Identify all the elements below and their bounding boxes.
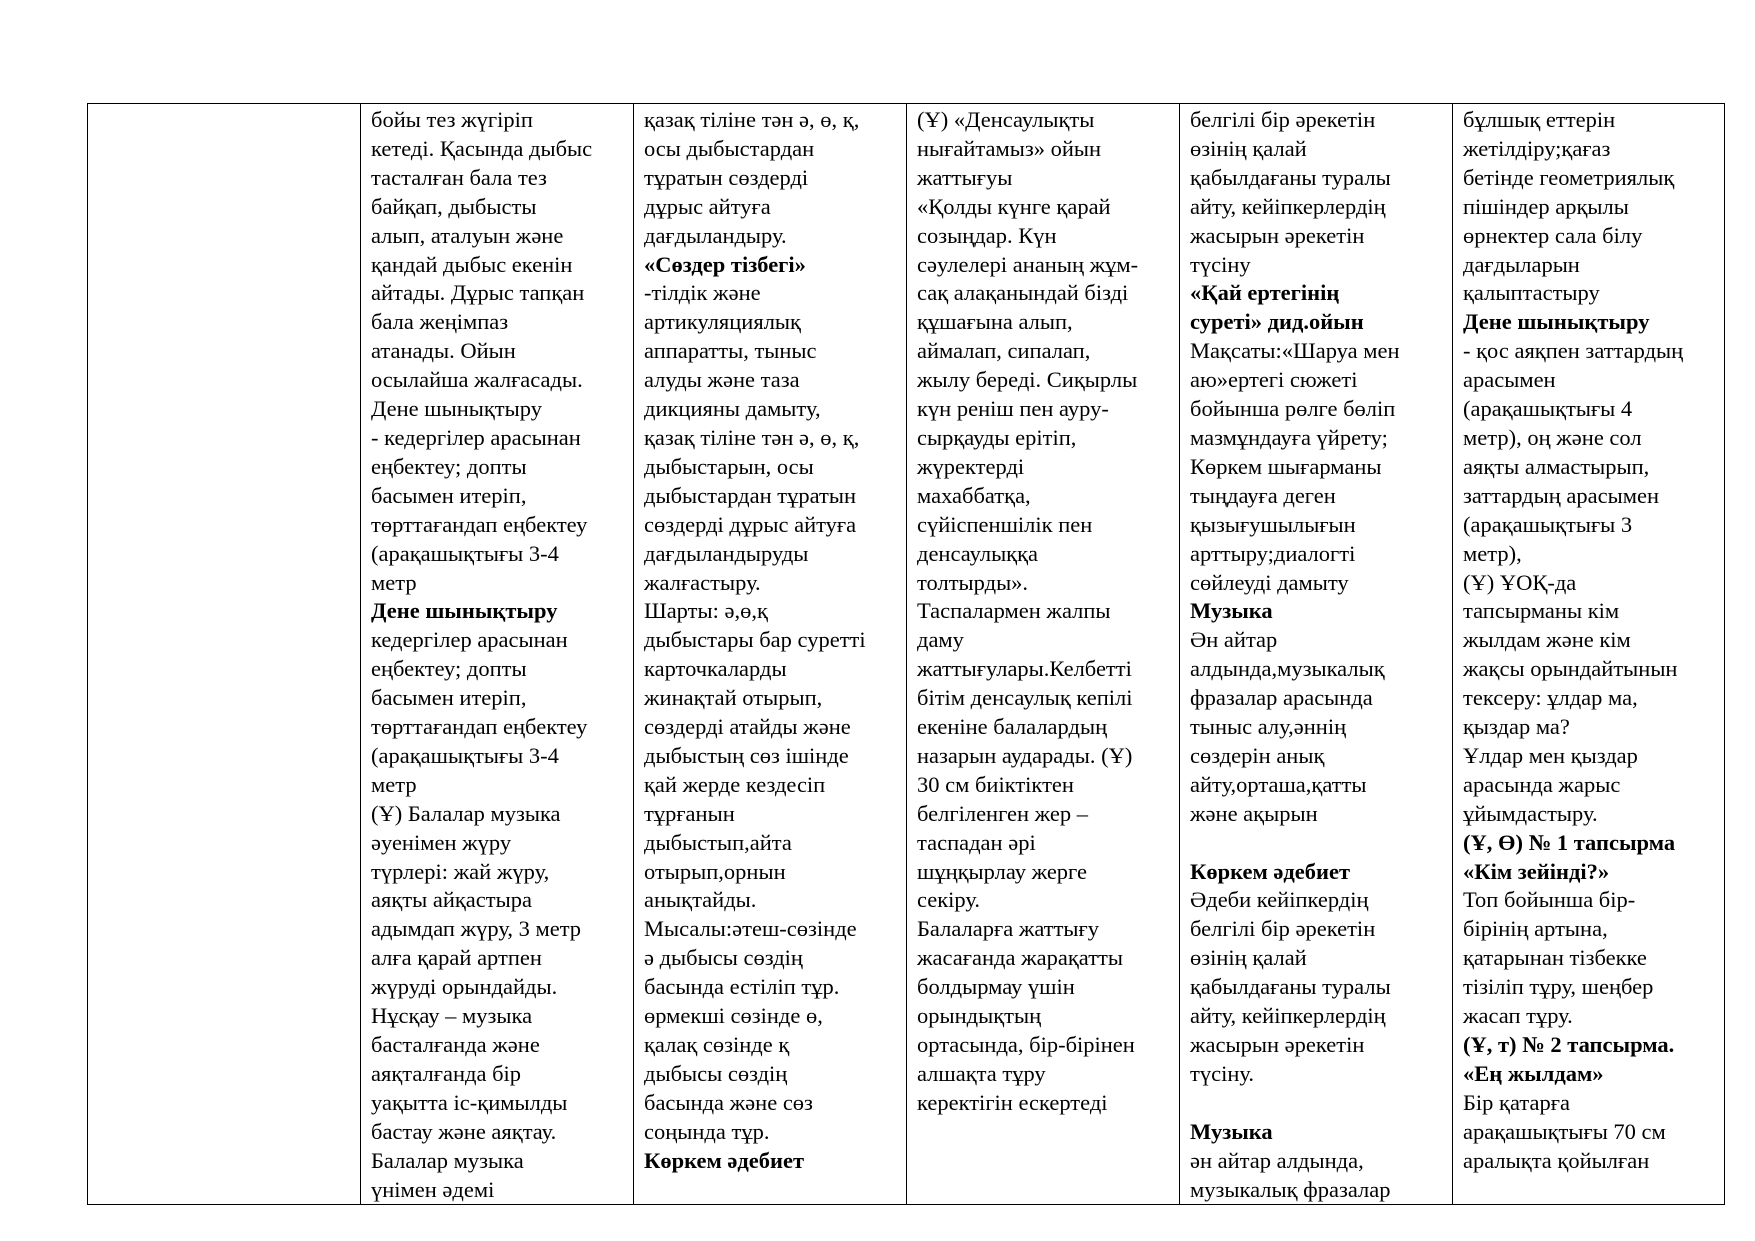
text-line: аяқталғанда бір [371,1060,522,1086]
text-line: Балалар музыка [371,1147,524,1173]
text-line: толтырды». [917,569,1029,595]
text-line: алға қарай артпен [371,945,542,971]
text-line: тізіліп тұру, шеңбер [1463,974,1654,1000]
text-line: мазмұндауға үйрету; [1190,424,1388,450]
section-heading: Музыка [1190,598,1273,624]
text-line: дыбысы сөздің [644,1060,788,1086]
text-line: басталғанда және [371,1032,540,1057]
text-line: сөздерді атайды және [644,714,851,740]
cell-text [634,104,906,1176]
text-line: тасталған бала тез [371,164,547,190]
text-line: төрттағандап еңбектеу [371,714,588,740]
text-line: Дене шынықтыру [371,396,542,422]
text-line: басымен итеріп, [371,482,527,508]
text-line: Мақсаты:«Шаруа мен [1190,338,1400,364]
text-line: алдында,музыкалық [1190,656,1385,682]
text-line: қызығушылығын [1190,511,1356,537]
text-line: жасырын әрекетін [1190,1032,1365,1057]
text-line: күн реніш пен ауру- [917,396,1109,422]
text-line: «Қолды күнге қарай [917,193,1111,219]
text-line: қандай дыбыс екенін [371,251,573,277]
section-heading: Көркем әдебиет [644,1147,805,1173]
cell-text [1453,104,1724,1176]
section-heading: (Ұ, Ө) № 1 тапсырма [1463,829,1676,855]
section-heading: суреті» дид.ойын [1190,309,1364,335]
text-line: дұрыс айтуға [644,193,771,219]
text-line: (арақашықтығы 4 [1463,396,1633,422]
text-line: шұңқырлау жерге [917,858,1087,884]
text-line [1190,1089,1448,1118]
text-line: өрмекші сөзінде ө, [644,1003,823,1029]
text-line: анықтайды. [644,887,757,913]
text-line: уақытта іс-қимылды [371,1089,568,1115]
text-line: адымдап жүру, 3 метр [371,916,582,942]
text-line: тексеру: ұлдар ма, [1463,685,1638,711]
section-heading: Көркем әдебиет [1190,858,1351,884]
text-line: төрттағандап еңбектеу [371,511,588,537]
text-line: пішіндер арқылы [1463,193,1629,219]
section-heading: «Кім зейінді?» [1463,858,1610,884]
text-line: айтады. Дұрыс тапқан [371,280,585,306]
text-line: кетеді. Қасында дыбыс [371,135,593,161]
text-line: сөйлеуді дамыту [1190,569,1349,595]
text-line: даму [917,627,964,653]
text-line: Топ бойынша бір- [1463,887,1636,913]
text-line: әуенімен жүру [371,829,512,855]
text-line: айту, кейіпкерлердің [1190,1003,1386,1029]
text-line: қыздар ма? [1463,714,1570,740]
text-line: басымен итеріп, [371,685,527,711]
text-line: жүруді орындайды. [371,974,558,1000]
text-line: түрлері: жай жүру, [371,858,550,884]
text-line: алуды және таза [644,367,800,393]
text-line: бойы тез жүгіріп [371,107,533,132]
text-line: Ұлдар мен қыздар [1463,742,1638,768]
cell-text [1180,104,1452,1204]
text-line: 30 см биіктіктен [917,771,1074,797]
text-line: қатарынан тізбекке [1463,945,1647,971]
text-line: алшақта тұру [917,1060,1046,1086]
text-line: қабылдағаны туралы [1190,974,1391,1000]
text-line: Шарты: ә,ө,қ [644,598,768,624]
text-line: түсіну. [1190,1060,1254,1086]
text-line: дыбыстары бар суретті [644,627,866,653]
text-line: артикуляциялық [644,309,801,335]
text-line: ұйымдастыру. [1463,800,1598,826]
text-line: музыкалық фразалар [1190,1176,1391,1202]
section-heading: «Сөздер тізбегі» [644,251,806,277]
text-line: жасағанда жарақатты [917,945,1123,971]
table-cell-2 [634,104,907,1205]
text-line: метр [371,771,417,797]
cell-text [907,104,1179,1118]
text-line: бала жеңімпаз [371,309,509,335]
text-line: дағдыларын [1463,251,1580,277]
text-line: жылу береді. Сиқырлы [917,367,1138,393]
text-line: атанады. Ойын [371,338,516,364]
text-line: назарын аударады. (Ұ) [917,742,1133,768]
text-line: жасырын әрекетін [1190,222,1365,248]
text-line: аппаратты, тыныс [644,338,817,364]
text-line: махаббатқа, [917,482,1031,508]
text-line: аралықта қойылған [1463,1147,1650,1173]
text-line: Нұсқау – музыка [371,1003,533,1029]
section-heading: Дене шынықтыру [371,598,558,624]
text-line: белгіленген жер – [917,800,1089,826]
text-line: арақашықтығы 70 см [1463,1118,1666,1144]
text-line: (арақашықтығы 3 [1463,511,1633,537]
text-line: ортасында, бір-бірінен [917,1032,1135,1057]
text-line: (Ұ) ҰОҚ-да [1463,569,1577,595]
text-line: қабылдағаны туралы [1190,164,1391,190]
text-line: метр), [1463,540,1522,566]
cell-text [361,104,633,1204]
section-heading: «Қай ертегінің [1190,280,1340,306]
text-line: алып, аталуын және [371,222,564,248]
text-line: Әдеби кейіпкердің [1190,887,1369,913]
text-line: дыбыстарын, осы [644,453,814,479]
table-cell-0 [88,104,361,1205]
text-line: созыңдар. Күн [917,222,1057,248]
text-line: тапсырманы кім [1463,598,1620,624]
text-line: бұлшық еттерін [1463,107,1616,132]
text-line: аяқты айқастыра [371,887,532,913]
table-cell-5 [1453,104,1725,1205]
text-line: түсіну [1190,251,1251,277]
text-line: тыңдауға деген [1190,482,1336,508]
text-line: арасында жарыс [1463,771,1621,797]
text-line: дағдыландыруды [644,540,809,566]
text-line: сөздерін анық [1190,742,1325,768]
text-line: бітім денсаулық кепілі [917,685,1133,711]
table-cell-3 [907,104,1180,1205]
text-line: басында естіліп тұр. [644,974,840,1000]
text-line: бойынша рөлге бөліп [1190,396,1396,422]
text-line: бірінің артына, [1463,916,1608,942]
text-line: қалақ сөзінде қ [644,1032,790,1057]
text-line: керектігін ескертеді [917,1089,1108,1115]
text-line: заттардың арасымен [1463,482,1659,508]
text-line: қай жерде кездесіп [644,771,826,797]
text-line: үнімен әдемі [371,1176,495,1202]
section-heading: «Ең жылдам» [1463,1060,1604,1086]
text-line: екеніне балалардың [917,714,1108,740]
section-heading: Дене шынықтыру [1463,309,1650,335]
text-line: Көркем шығарманы [1190,453,1382,479]
text-line: қазақ тіліне тән ә, ө, қ, [644,107,860,132]
text-line: Бір қатарға [1463,1089,1570,1115]
table-cell-4 [1180,104,1453,1205]
text-line: -тілдік және [644,280,761,306]
text-line: тұрғанын [644,800,735,826]
text-line: қазақ тіліне тән ә, ө, қ, [644,424,860,450]
text-line: өзінің қалай [1190,135,1307,161]
text-line: жетілдіру;қағаз [1463,135,1611,161]
text-line: бастау және аяқтау. [371,1118,557,1144]
text-line: сөздерді дұрыс айтуға [644,511,857,537]
text-line: байқап, дыбысты [371,193,537,219]
text-line: сырқауды ерітіп, [917,424,1077,450]
table-row [88,104,1725,1205]
text-line: арасымен [1463,367,1556,393]
text-line: Балаларға жаттығу [917,916,1100,942]
text-line: айту,орташа,қатты [1190,771,1367,797]
text-line: Ән айтар [1190,627,1278,653]
text-line: - қос аяқпен заттардың [1463,338,1684,364]
text-line: - кедергілер арасынан [371,424,581,450]
text-line: белгілі бір әрекетін [1190,107,1376,132]
text-line: айту, кейіпкерлердің [1190,193,1386,219]
text-line: тыныс алу,әннің [1190,714,1347,740]
text-line: белгілі бір әрекетін [1190,916,1376,942]
text-line: бетінде геометриялық [1463,164,1675,190]
text-line: арттыру;диалогті [1190,540,1356,566]
text-line: дыбыстып,айта [644,829,792,855]
text-line: қалыптастыру [1463,280,1600,306]
table-cell-1 [361,104,634,1205]
text-line: фразалар арасында [1190,685,1373,711]
text-line: отырып,орнын [644,858,786,884]
text-line: метр [371,569,417,595]
text-line: Мысалы:әтеш-сөзінде [644,916,857,942]
text-line: орындықтың [917,1003,1042,1029]
text-line: (арақашықтығы 3-4 [371,540,559,566]
text-line: осы дыбыстардан [644,135,815,161]
text-line: сақ алақанындай бізді [917,280,1129,306]
text-line: жаттығуы [917,164,1013,190]
text-line: соңында тұр. [644,1118,770,1144]
cell-text [88,104,360,106]
text-line: аймалап, сипалап, [917,338,1091,364]
text-line: (арақашықтығы 3-4 [371,742,559,768]
text-line: ә дыбысы сөздің [644,945,803,971]
text-line: сүйіспеншілік пен [917,511,1093,537]
text-line: ән айтар алдында, [1190,1147,1364,1173]
text-line: таспадан әрі [917,829,1036,855]
text-line: метр), оң және сол [1463,424,1642,450]
text-line: осылайша жалғасады. [371,367,583,393]
text-line: денсаулыққа [917,540,1039,566]
text-line: (Ұ) «Денсаулықты [917,107,1095,132]
text-line: жылдам және кім [1463,627,1631,653]
text-line: жүректерді [917,453,1025,479]
text-line: дағдыландыру. [644,222,787,248]
text-line: нығайтамыз» ойын [917,135,1102,161]
text-line: сәулелері ананың жұм- [917,251,1139,277]
text-line: жалғастыру. [644,569,761,595]
text-line: өрнектер сала білу [1463,222,1643,248]
text-line: еңбектеу; допты [371,656,527,682]
text-line: және ақырын [1190,800,1318,826]
text-line: еңбектеу; допты [371,453,527,479]
text-line: карточкаларды [644,656,787,682]
text-line: дыбыстың сөз ішінде [644,742,849,768]
text-line: өзінің қалай [1190,945,1307,971]
text-line: басында және сөз [644,1089,813,1115]
text-line: аю»ертегі сюжеті [1190,367,1358,393]
text-line: жаттығулары.Келбетті [917,656,1132,682]
lesson-plan-table [87,103,1725,1205]
text-line: секіру. [917,887,981,913]
text-line: кедергілер арасынан [371,627,568,653]
text-line: жасап тұру. [1463,1003,1573,1029]
text-line: жақсы орындайтынын [1463,656,1678,682]
text-line: дикцияны дамыту, [644,396,821,422]
text-line: тұратын сөздерді [644,164,809,190]
text-line: болдырмау үшін [917,974,1075,1000]
text-line: жинақтай отырып, [644,685,823,711]
text-line: аяқты алмастырып, [1463,453,1650,479]
section-heading: Музыка [1190,1118,1273,1144]
text-line: құшағына алып, [917,309,1073,335]
section-heading: (Ұ, т) № 2 тапсырма. [1463,1032,1675,1057]
text-line: Таспалармен жалпы [917,598,1111,624]
text-line: дыбыстардан тұратын [644,482,856,508]
text-line [1190,829,1448,858]
text-line: (Ұ) Балалар музыка [371,800,561,826]
